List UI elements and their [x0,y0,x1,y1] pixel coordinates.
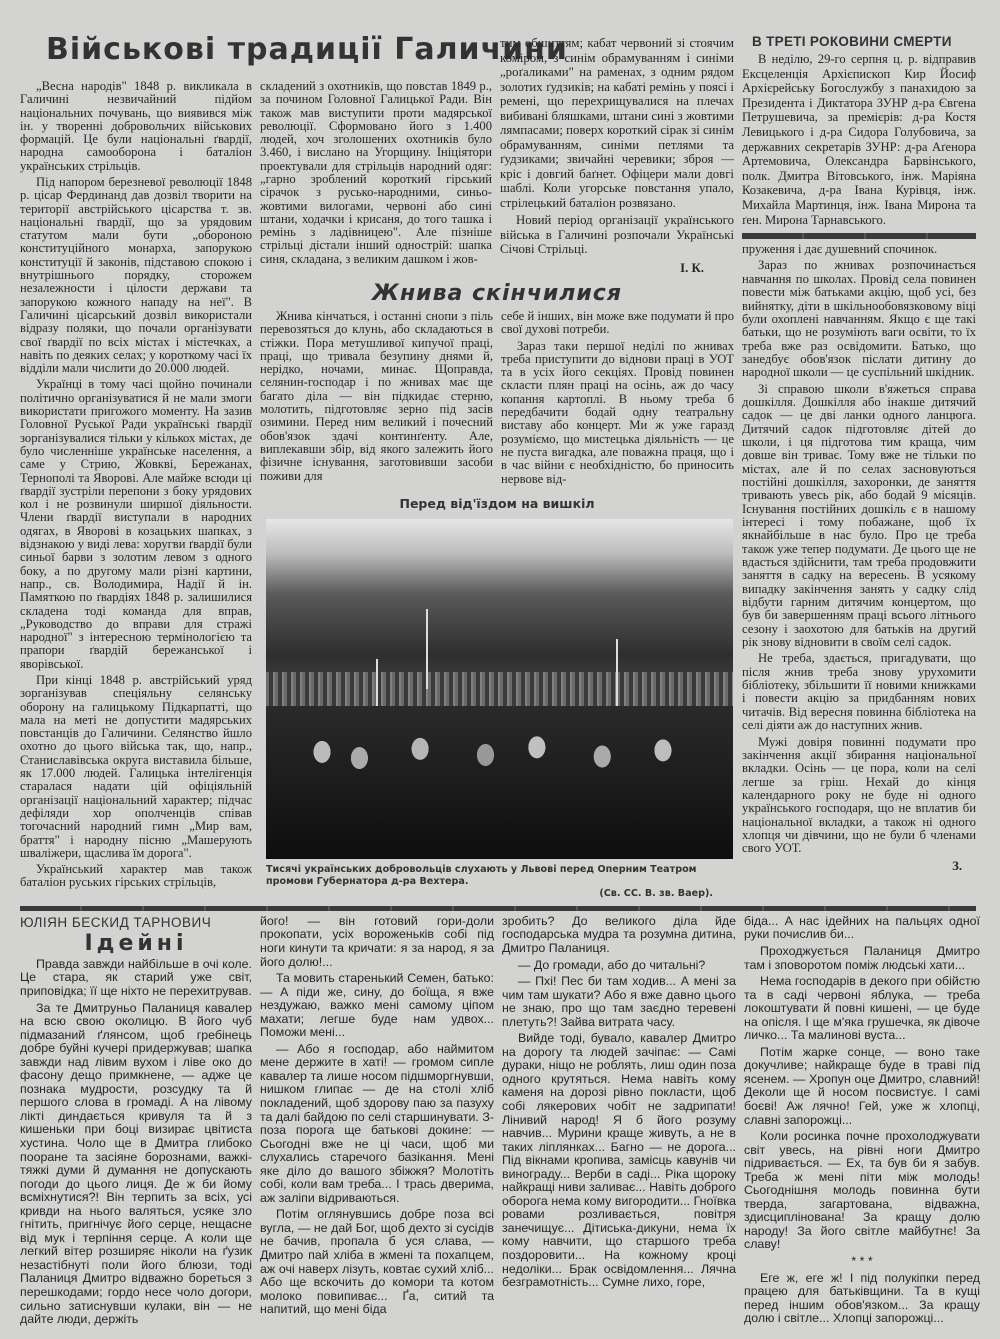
photo-title: Перед від'їздом на вишкіл [399,495,595,511]
paragraph: Жнива кінчаться, і останні снопи з піль перевозяться до клунь, або складаються в стіжки. Пора метушливої кипучої праці, праці, що тривала безупину днями й, нерідко, ночами, минає. Щоправда, селянин-господар і по жнивах має ще багато діла — він підкидає стерню, молотить, підготовляє зерно під засів озимини. Перед ним великий і почесний обов'язок здачі континґенту. Але, виплекавши збір, від якого залежить його фізичне існування, заготовивши засоби поживи для [260,309,493,483]
paragraph: Зараз таки першої неділі по жнивах треба приступити до віднови праці в УОТ та в усіх його секціях. Провід повинен скласти плян праці на осінь, аж до часу копання картоплі. В ньому треба б передбачити бодай одну театральну виставу або концерт. Ми ж уже гаразд розуміємо, що мистецька діяльність — це не пуста вигадка, але поважна праця, що і в час війни є необхідністю, бо приносить нервове від- [501,338,734,486]
paragraph: Нема господарів в декого при обійстю та в саді червоні яблука, — треба локоштувати й повні кишені, — це буде на опісля. І ще м'яка грушечка, як дівоче личко... Та малинові вуста... [744,974,980,1043]
signature: І. К. [680,260,704,275]
story-title: Ідейні [84,930,188,956]
paragraph: Не треба, здається, пригадувати, що після жнив треба знову урухомити бібліотеку, збільшити її новими книжками і повести акцію за придбанням нових читачів. Від вересня повинна бібліотека на селі діяти аж до наступних жнив. [742,651,976,733]
signature: З. [952,858,962,873]
military-col-1 [20,80,252,890]
paragraph: Мужі довіря повинні подумати про закінчення акції збирання національної вкладки. Осінь — це пора, коли на селі легше за гріш. Нехай до кінця календарного року не буде ні одного українського господаря, що не вплатив би національної вкладки, а також ні одного хлопця чи дівчини, що не були б членами свого УОТ. [742,734,976,856]
military-col-3 [500,30,734,275]
paragraph: Проходжується Паланиця Дмитро там і зповоротом поміж людські хати... [744,943,980,972]
paragraph: Зараз по жнивах розпочинається навчання по школах. Провід села повинен повести між батьками акцію, щоб усі, без вийнятку, діти в шкільнообовязковому віці були охоплені навчанням. Якщо є ще такі батьки, що не розуміють ваги освіти, то їх треба вже раз освідомити. Батько, що занедбує обов'язок післати дитину до народної школи — це суспільний шкідник. [742,258,976,380]
crowd-photo [266,519,733,859]
caption-text: Тисячі українських добровольців слухають у Львові перед Оперним Театром промови Губернатора д-ра Вехтера. [266,863,697,887]
paragraph: Потім жарке сонце, — воно таке докучливе; найкраще буде в траві під ясенем. — Хропун оце Дмитро, славний! Деколи ще й носом посвистує. І самі боєві! Аж лячно! Гей, уже ж хлопці, славні запорожці... [744,1044,980,1127]
paragraph: біда... А нас ідейних на пальцях одної руки почислив би... [744,913,980,942]
paragraph: Коли росинка почне прохолоджувати світ увесь, на рівні ноги Дмитро підривається. — Ех, та був би я забув. Треба ж мені піти між молодь! Сьогоднішня молодь повинна бути тверда, загартована, відважна, здисциплінована! За кращу долю народу! За його світле майбутнє! За славу! [744,1129,980,1252]
story-author: ЮЛІЯН БЕСКИД ТАРНОВИЧ [20,914,212,930]
harvest-title: Жнива скінчилися [372,281,622,306]
paragraph: складений з охотників, що повстав 1849 р., за почином Головної Галицької Ради. Він також мав виступити проти мадярської революції. Сформовано його з 1.400 людей, хоч зголошених охотників було 3.460, і вислано на Угорщину. Ініціятори проектували для стрільців народний одяг: „гарно зроблений короткий гірський сірачок з русько-народними, синьо-жовтими вилогами, червоні або сині штани, ходачки і крисаня, до того ташка і ремінь з ладівницею". Але пізніше стрільці дістали інший однострій: шапка синя, складана, з великим дашком і жов- [260,78,492,266]
photo-caption [266,864,733,900]
paragraph: пруження і дає душевний спочинок. [742,242,938,257]
paragraph: „Весна народів" 1848 р. викликала в Галичині незвичайний підйом національних почувань, що виявився між ін. у творенні добровольчих військових формацій. Це були національні ґвардії, народна самооборона і баталіон українських стрільців. [20,78,252,173]
divider [742,233,976,239]
anniversary-title: В ТРЕТІ РОКОВИНИ СМЕРТИ [752,34,952,49]
anniversary-text [742,52,976,227]
paragraph: — До громади, або до читальні? [518,957,706,972]
paragraph: — Пхі! Пес би там ходив... А мені за чим там шукати? Або я вже давно цього не знаю, про що там заєдно теревені плетуть?! Зайва витрата часу. [502,974,736,1029]
harvest-columns [260,310,734,486]
military-col-2 [260,80,492,266]
paragraph: Еге ж, еге ж! І під полукіпки перед працею для батьківщини. Та в кущі перед іншим обов'язком... За кращу долю і світле... Хлопці запорожці... [744,1270,980,1326]
paragraph: Українці в тому часі щойно починали політично організуватися й не мали змоги використати пригожого моменту. На зазив Головної Руської Ради українські ґвардії зорганізувалися тільки у кількох містах, де було численніше українське населення, а саме у Стрию, Жовкві, Бережанах, Тернополі та Яворові. Але майже всюди ці ґвардії зустріли перепони з боку урядових кол і не розвинули ширшої діяльности. Члени ґвардії виступали в народних одягах, в Яворові в козацьких шапках, з відзнакою у виді лева: хоругви ґвардії були синьої барви з золотим левом з одного боку, а по другому мали різні картини, напр., св. Володимира, Надії й ін. Памяткою по ґвардіях 1848 р. залишилися складена тоді команда для вправ, „Руководство до вправи для стражі народної" з інтересною термінологією та прапори ґвардій бережанської і яворівської. [20,377,252,671]
story-col-2 [260,915,494,1317]
paragraph: Новий період організації українського війська в Галичині розпочали Українські Січові Стрільці. [500,213,734,256]
paragraph: зробить? До великого діла йде господарська мудра та розумна дитина, Дмитро Паланиця. [502,913,736,955]
paragraph: Правда завжди найбільше в очі коле. Це стара, як старий уже світ, приповідка; її ще ніхто не перехитрував. [20,956,252,998]
paragraph: — Або я господар, або наймитом мене держите в хаті! — громом сипле кавалер та лише носом підшморгнувши, нишком глипає — де на столі хліб покладений, щоб здорову паю за пазуху та далі байдою по селі старшинувати. З-поза порога ще батькові докине: — Сьогодні вже не ці часи, щоб ми слухались старечого базікання. Мені яке діло до вашого збіжжя? Молотіть собі, коли вам треба... І трась дверима, аж заліпи відриваються. [260,1041,494,1205]
paragraph: Під напором березневої революції 1848 р. цісар Фердинанд дав дозвіл творити на території австрійського цісарства т. зв. національні ґвардії, що за урядовим статутом мали бути „обороною конституційного монарха, запорукою конституції й законів, підставою спокою і внутрішнього порядку, сторожем незалежности і цілости держави та запорукою кожного нападу на неї". В Галичині цісарський дозвіл використали відразу поляки, що почали організувати свої ґвардії по всіх містах і містечках, а навіть по деяких селах; у короткому часі їх відділи мали числити до 20.000 людей. [20,175,252,376]
paragraph: Український характер мав також баталіон руських гірських стрільців, [20,862,252,890]
paragraph: За те Дмитруньо Паланиця кавалер на всю свою околицю. В його чуб підмазаний ґлянсом, щоб гребінець добре буйні кучері придержував; шапка завжди над лівим вухом і ліве око до фасону дещо примкнене, — адже це познака мудрости, розсудку та й першого слова в громаді. А на лівому лікті диндається кривуля та й з кишеньки при боці визирає цвітиста хустина. Чоло ще в Дмитра глибоко пооране та засіяне борознами, важкі-тяжкі думи й думання не допускають погоди до цього лиця. Де ж би йому всміхнутися?! Він терпить за всіх, усі кривди на нього валяться, усяке зло гнітить, пригнічує його серце, нещасне від мук і терпіння серце. А коли ще легкий вітер розширяє ніколи на ґузик незастібнуті поли його блюзи, тоді Паланиця Дмитро відважно бореться з перешкодами; гордо несе чоло догори, сильно затиснувши кулаки, він — не дайте люди, держіть [20,1000,252,1327]
paragraph: Потім оглянувшись добре поза всі вугла, — не дай Бог, щоб дехто зі сусідів не бачив, пропала б уся слава, — Дмитро пай хліба в жмені та похапцем, аж очі наверх лізуть, ковтає сухий хліб... Або ще вскочить до комори та котом молоко повипиває... Ґа, ситий та напитий, що мені біда [260,1207,494,1317]
story-col-3 [502,915,736,1290]
photo-credit: (Св. СС. В. зв. Ваер). [599,887,713,899]
paragraph: його! — він готовий гори-доли прокопати, усіх вороженьків собі під ноги кинути та кричати: я за народ, я за його долю!... [260,913,494,969]
paragraph: тим обшиттям; кабат червоний зі стоячим коміром, з синім обрамуванням і синіми „роґаликами" на раменах, з одним рядом золотих ґудзиків; на кабаті ремінь у поясі і ремені, що перехрищувалися на плечах вибивані бляшками, штани сині з жовтими лямпасами; поверх короткий сірак зі синім обрамуванням, синіми петлями та ґудзиками; звичайні черевики; зброя — кріс і довгий баґнет. Офіцери мали довгі шаблі. Коли угорське повстання упало, стрілецький баталіон розвязано. [500,36,734,210]
crowd-foreground [266,706,733,859]
paragraph: В неділю, 29-го серпня ц. р. відправив Ексцеленція Архієпископ Кир Йосиф Архієрейську Богослужбу з панахидою за Президента і Диктатора ЗУНР д-ра Євгена Петрушевича, за премієрів: д-ра Костя Левицького і д-ра Сидора Голубовича, за державних секретарів ЗУНР: д-ра Аґенора Артемовича, Олександра Барвінського, полк. Дмитра Вітовського, інж. Маріяна Козакевича, д-ра Івана Курівця, інж. Михайла Мартинця, інж. Івана Мирона та ґен. Мирона Тарнавського. [742,52,976,227]
right-column [742,30,976,873]
story-col-1-wrap [20,915,252,1327]
top-section [20,30,976,900]
harvest-col-c [742,243,976,873]
section-divider [20,906,976,911]
harvest-col-b [501,310,734,486]
flag-pole [426,609,428,689]
separator: * * * [851,1253,873,1268]
harvest-col-a [260,310,493,486]
paragraph: себе й інших, він може вже подумати й про свої духові потреби. [501,309,734,337]
story-col-4 [744,915,980,1326]
paragraph: Та мовить старенький Семен, батько: — А піди же, сину, до боїща, я вже нездужаю, важко мені самому ціпом махати; легше буде нам удвох... Поможи мені... [260,971,494,1040]
story-section [20,913,980,1327]
military-article-title: Військові традиції Галичини [46,32,568,67]
flag-pole [616,639,618,709]
paragraph: При кінці 1848 р. австрійський уряд зорганізував спеціяльну селянську оборону на галицькому Підкарпатті, що мала на меті не допустити мадярських повстанців до Галичини. Селянство йшло охотно до цього війська так, що, напр., Станиславівська округа виставила більше, як 17.000 людей. Галицька інтелігенція старалася надати цій офіціяльній організації національний характер; підчас дефіляди хор ополченців співав тогочасний народний гимн „Мир вам, браття" і народну пісню „Машерують шваліжери, щаслива їм дорога". [20,672,252,860]
story-col-1 [20,958,252,1327]
paragraph: Зі справою школи в'яжеться справа дошкілля. Дошкілля або інакше дитячий садок — це дві ланки одного ланцюга. Дитячий садок підготовляє дітей до школи, і ця підготова тим краща, чим довше він триває. Тому вже не тільки по містах, але й по селах засновуються постійні дошкілля, захоронки, де заняття тривають увесь рік, або бодай 9 місяців. Існування постійних дошкіль є в нашому інтересі і тому побажане, щоб їх якнайбільше в нас було. Про це треба також уже тепер подумати. Де цього ще не вдасться здійснити, там треба продовжити заняття в садку на вересень. В усякому випадку закінчення занять у садку слід відбути гарним дитячим концертом, що був би завершенням праці всього літнього сезону і заохотою для батьків на другий рік знову відновити в своїм селі садок. [742,381,976,650]
harvest-section [260,275,734,900]
paragraph: Вийде тоді, бувало, кавалер Дмитро на дорогу та людей зачіпає: — Самі дураки, ніщо не роблять, лиш один поза одного крутяться. Нема навіть кому каменя на дорозі рівно покласти, щоб собі лякерових чобіт не задрипати! Лінивий народ! Я б його розуму навчив... Мурини краще живуть, а не в таких ліплянках... Багно — не дорога... Під вікнами кропива, замісць кавунів чи винограду... Верби в саді... Ріка щороку найкращі ниви заливає... Навіть доброго оборога нема кому вигородити... Гноївка ровами розливається, повітря занечищує... Дітиська-дикуни, нема їх кому навчити, що старшого треба поздоровити... На кожному кроці недоліки... Брак освідомлення... Лячна безграмотність... Сумне лихо, горе, [502,1031,736,1290]
